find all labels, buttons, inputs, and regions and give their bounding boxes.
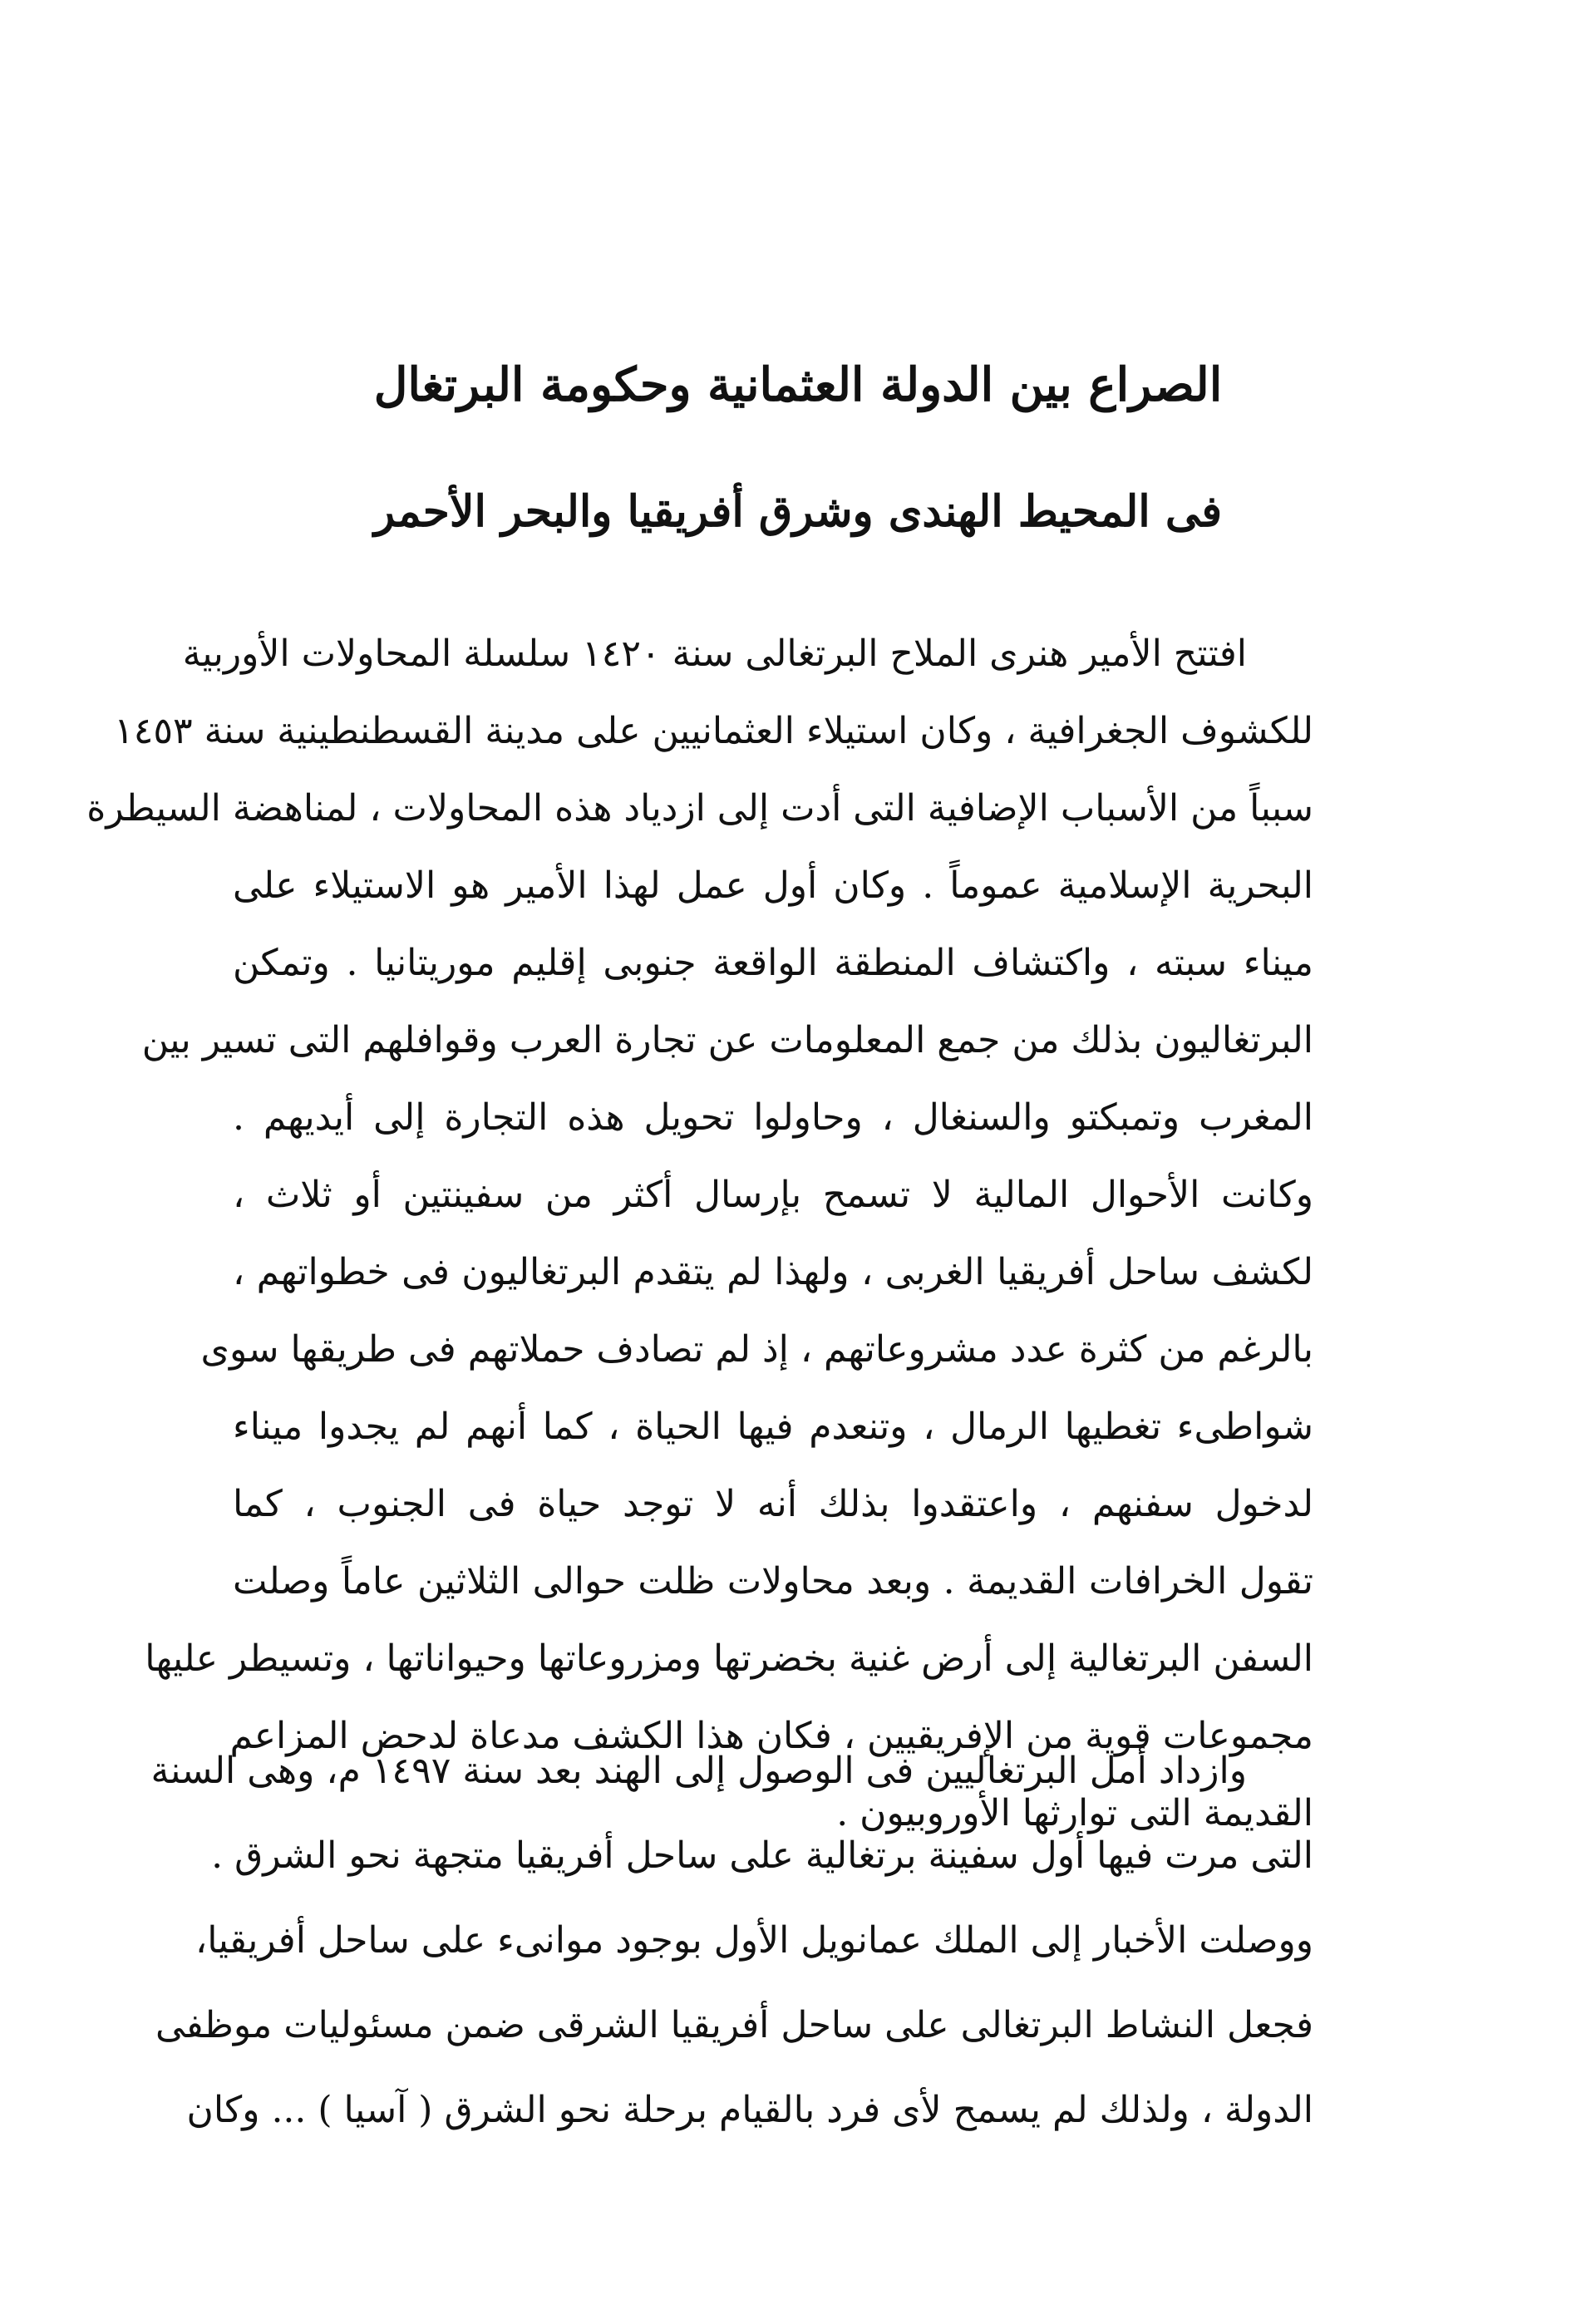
text-line: ووصلت الأخبار إلى الملك عمانويل الأول بوجود موانىء على ساحل أفريقيا، xyxy=(195,1919,1313,1962)
text-line: البرتغاليون بذلك من جمع المعلومات عن تجارة العرب وقوافلهم التى تسير بين xyxy=(141,1019,1313,1061)
text-line: ميناء سبته ، واكتشاف المنطقة الواقعة جنوبى إقليم موريتانيا . وتمكن xyxy=(233,942,1313,984)
page-title: الصراع بين الدولة العثمانية وحكومة البرتغال xyxy=(373,357,1223,412)
text-line: فجعل النشاط البرتغالى على ساحل أفريقيا الشرقى ضمن مسئوليات موظفى xyxy=(155,2004,1313,2046)
text-line: وكانت الأحوال المالية لا تسمح بإرسال أكثر من سفينتين أو ثلاث ، xyxy=(233,1174,1313,1216)
text-line: للكشوف الجغرافية ، وكان استيلاء العثمانيين على مدينة القسطنطينية سنة ١٤٥٣ xyxy=(114,710,1313,752)
text-line: البحرية الإسلامية عموماً . وكان أول عمل لهذا الأمير هو الاستيلاء على xyxy=(233,864,1313,907)
text-line: الدولة ، ولذلك لم يسمح لأى فرد بالقيام برحلة نحو الشرق ( آسيا ) ... وكان xyxy=(186,2089,1313,2131)
text-line: بالرغم من كثرة عدد مشروعاتهم ، إذ لم تصادف حملاتهم فى طريقها سوى xyxy=(200,1328,1313,1371)
paragraph-2 xyxy=(150,1729,1313,2153)
text-line: تقول الخرافات القديمة . وبعد محاولات ظلت حوالى الثلاثين عاماً وصلت xyxy=(233,1560,1313,1603)
text-line: وازداد أمل البرتغاليين فى الوصول إلى الهند بعد سنة ١٤٩٧ م، وهى السنة xyxy=(150,1750,1247,1792)
text-line: المغرب وتمبكتو والسنغال ، وحاولوا تحويل هذه التجارة إلى أيديهم . xyxy=(233,1096,1313,1139)
text-line: شواطىء تغطيها الرمال ، وتنعدم فيها الحياة ، كما أنهم لم يجدوا ميناء xyxy=(233,1406,1313,1448)
text-line: لدخول سفنهم ، واعتقدوا بذلك أنه لا توجد حياة فى الجنوب ، كما xyxy=(233,1483,1313,1525)
text-line: السفن البرتغالية إلى أرض غنية بخضرتها ومزروعاتها وحيواناتها ، وتسيطر عليها xyxy=(145,1637,1313,1680)
text-line: القديمة التى توارثها الأوروبيون . xyxy=(836,1792,1313,1834)
page-subtitle: فى المحيط الهندى وشرق أفريقيا والبحر الأحمر xyxy=(373,486,1223,537)
text-line: التى مرت فيها أول سفينة برتغالية على ساحل أفريقيا متجهة نحو الشرق . xyxy=(211,1834,1313,1877)
text-line: سبباً من الأسباب الإضافية التى أدت إلى ازدياد هذه المحاولات ، لمناهضة السيطرة xyxy=(86,787,1313,830)
text-line: افتتح الأمير هنرى الملاح البرتغالى سنة ١٤٢٠ سلسلة المحاولات الأوربية xyxy=(182,633,1247,675)
paragraph-1 xyxy=(86,615,1313,1852)
text-line: لكشف ساحل أفريقيا الغربى ، ولهذا لم يتقدم البرتغاليون فى خطواتهم ، xyxy=(233,1251,1313,1293)
text-line: مجموعات قوية من الإفريقيين ، فكان هذا الكشف مدعاة لدحض المزاعم xyxy=(229,1715,1313,1757)
